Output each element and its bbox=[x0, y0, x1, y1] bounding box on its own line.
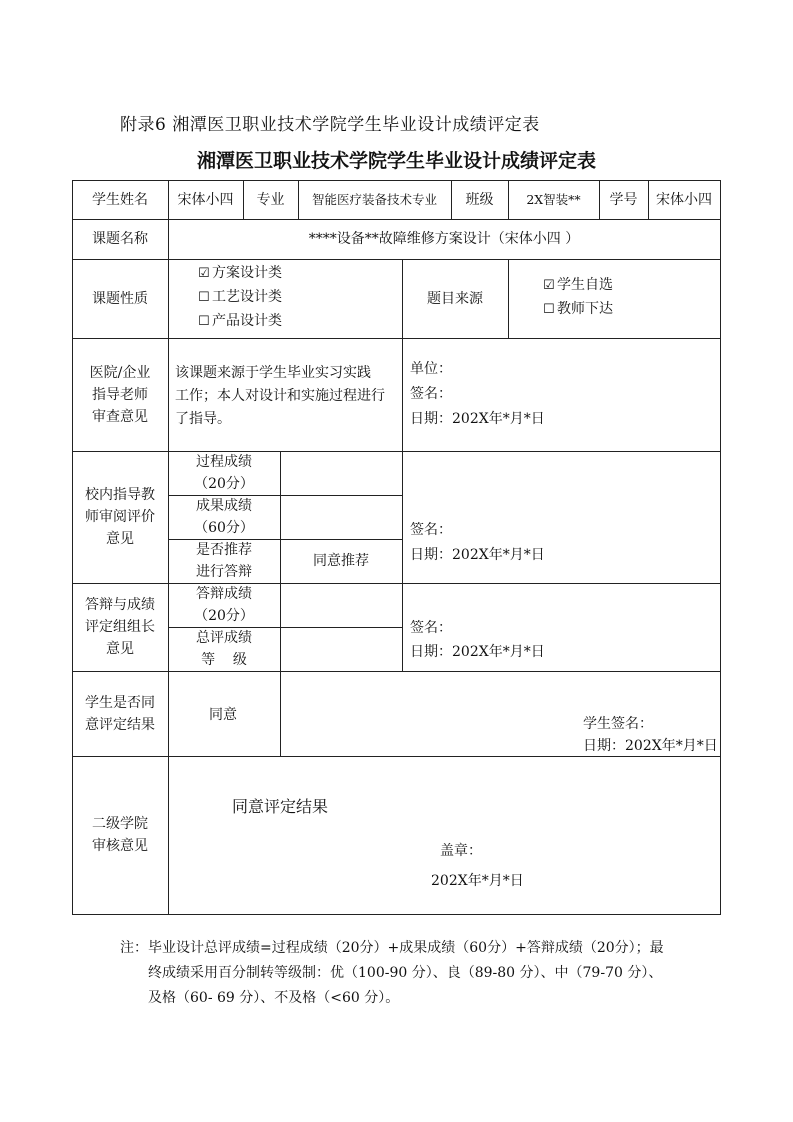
defense-sign[interactable]: 签名： bbox=[410, 620, 452, 636]
student-agree-label: 学生是否同 意评定结果 bbox=[85, 694, 155, 733]
hospital-date[interactable]: 日期：202X年*月*日 bbox=[410, 411, 545, 427]
defense-score-value[interactable] bbox=[280, 583, 402, 627]
checkbox-checked-icon[interactable]: ☑ bbox=[543, 278, 555, 293]
nature-option-scheme[interactable]: ☑ 方案设计类 bbox=[198, 262, 282, 285]
student-name-label: 学生姓名 bbox=[92, 191, 148, 208]
class-value[interactable]: 2X智装** bbox=[526, 191, 581, 207]
total-grade-label: 总评成绩 等 级 bbox=[196, 630, 252, 668]
college-seal[interactable]: 盖章： bbox=[440, 843, 482, 859]
checkbox-empty-icon[interactable]: ☐ bbox=[543, 302, 555, 317]
internal-date[interactable]: 日期：202X年*月*日 bbox=[410, 547, 545, 563]
hospital-sign[interactable]: 签名： bbox=[410, 386, 452, 402]
defense-score-label: 答辩成绩 （20分） bbox=[194, 586, 254, 624]
checkbox-checked-icon[interactable]: ☑ bbox=[198, 266, 210, 281]
defense-group-label: 答辩与成绩 评定组组长 意见 bbox=[85, 597, 155, 657]
nature-option-process[interactable]: ☐ 工艺设计类 bbox=[198, 286, 282, 309]
result-score-value[interactable] bbox=[280, 495, 402, 539]
student-id-value[interactable]: 宋体小四 bbox=[656, 191, 712, 208]
checkbox-empty-icon[interactable]: ☐ bbox=[198, 290, 210, 305]
hospital-opinion-text[interactable]: 该课题来源于学生毕业实习实践 工作；本人对设计和实施过程进行 了指导。 bbox=[175, 365, 385, 427]
major-value[interactable]: 智能医疗装备技术专业 bbox=[311, 191, 437, 207]
hospital-unit[interactable]: 单位： bbox=[410, 361, 452, 377]
recommend-defense-label: 是否推荐 进行答辩 bbox=[196, 542, 252, 580]
result-score-label: 成果成绩 （60分） bbox=[194, 498, 254, 536]
recommend-defense-value[interactable]: 同意推荐 bbox=[313, 553, 369, 569]
student-name-value[interactable]: 宋体小四 bbox=[177, 191, 234, 208]
class-label: 班级 bbox=[465, 191, 494, 208]
defense-date[interactable]: 日期：202X年*月*日 bbox=[410, 644, 545, 660]
internal-review-label: 校内指导教 师审阅评价 意见 bbox=[85, 487, 155, 547]
nature-label: 课题性质 bbox=[92, 290, 148, 307]
footnote: 注：毕业设计总评成绩=过程成绩（20分）+成果成绩（60分）+答辩成绩（20分）；最 终成绩采用百分制转等级制：优（100-90 分）、良（89-80 分）、中（79-70 分）、 及格（60- 69 分）、不及格（<60 分）。 bbox=[120, 940, 664, 1006]
checkbox-empty-icon[interactable]: ☐ bbox=[198, 314, 210, 329]
student-id-label: 学号 bbox=[609, 191, 638, 208]
appendix-title: 附录6 湘潭医卫职业技术学院学生毕业设计成绩评定表 bbox=[120, 115, 540, 135]
source-label: 题目来源 bbox=[427, 290, 483, 307]
total-grade-value[interactable] bbox=[280, 627, 402, 671]
process-score-value[interactable] bbox=[280, 451, 402, 495]
topic-label: 课题名称 bbox=[92, 231, 148, 247]
student-agree-value[interactable]: 同意 bbox=[209, 707, 237, 723]
source-option-self[interactable]: ☑ 学生自选 bbox=[543, 274, 613, 297]
form-title: 湘潭医卫职业技术学院学生毕业设计成绩评定表 bbox=[196, 150, 596, 172]
source-option-teacher[interactable]: ☐ 教师下达 bbox=[543, 298, 613, 321]
college-date[interactable]: 202X年*月*日 bbox=[431, 873, 524, 889]
internal-sign[interactable]: 签名： bbox=[410, 522, 452, 538]
student-sign[interactable]: 学生签名： bbox=[583, 716, 653, 732]
college-review-label: 二级学院 审核意见 bbox=[92, 816, 148, 854]
college-opinion[interactable]: 同意评定结果 bbox=[232, 797, 329, 816]
major-label: 专业 bbox=[256, 191, 285, 208]
process-score-label: 过程成绩 （20分） bbox=[194, 454, 254, 492]
hospital-opinion-label: 医院/企业 指导老师 审查意见 bbox=[89, 364, 151, 425]
nature-option-product[interactable]: ☐ 产品设计类 bbox=[198, 310, 282, 333]
topic-value[interactable]: ****设备**故障维修方案设计（宋体小四 ） bbox=[308, 231, 580, 247]
student-date[interactable]: 日期：202X年*月*日 bbox=[583, 738, 718, 754]
